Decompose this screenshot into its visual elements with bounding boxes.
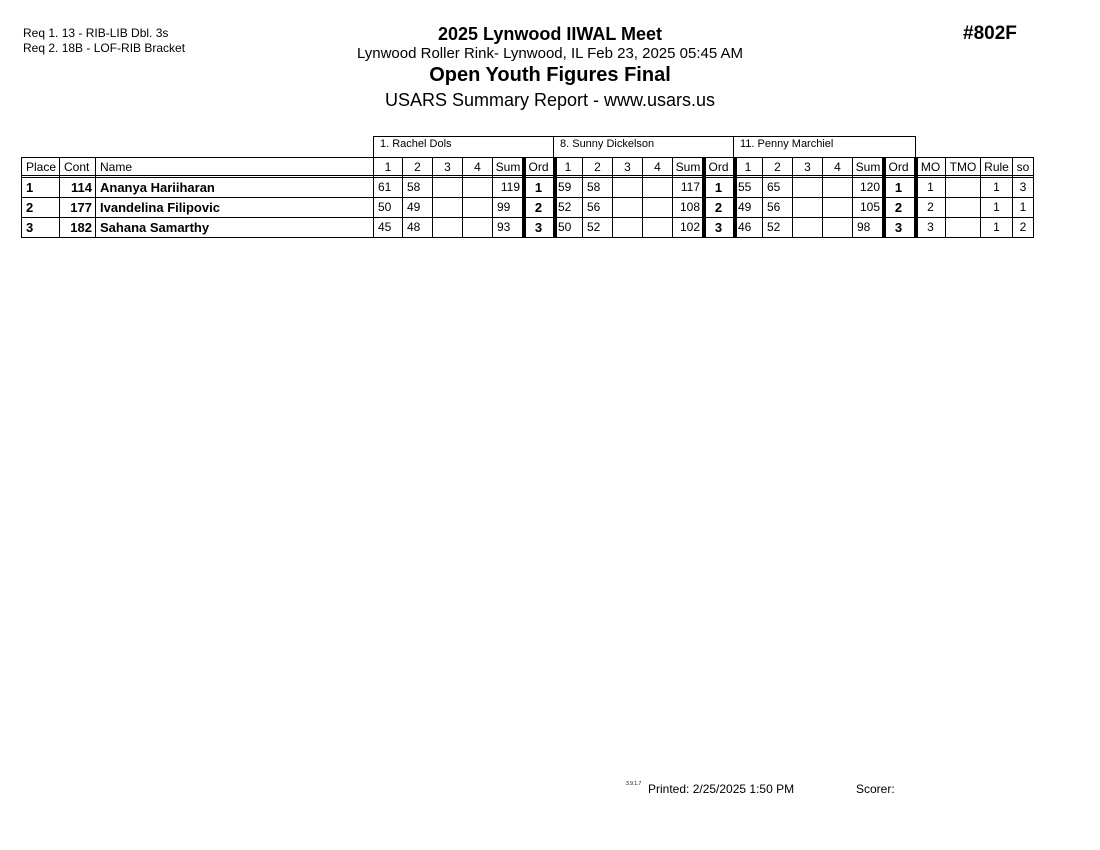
column-header-judge2-1: 1 xyxy=(564,160,572,174)
judge1-2-score: 49 xyxy=(407,200,421,214)
requirement-1: Req 1. 13 - RIB-LIB Dbl. 3s xyxy=(23,26,169,40)
mo-cell: 3 xyxy=(927,220,934,234)
place-cell: 2 xyxy=(26,200,34,215)
table-divider xyxy=(762,157,763,238)
skater-name: Ananya Hariiharan xyxy=(100,180,215,195)
judge2-3-score xyxy=(613,178,642,197)
judge2-1-score: 59 xyxy=(558,180,572,194)
scorer-label: Scorer: xyxy=(856,782,895,796)
judge3-sum-score: 105 xyxy=(859,200,880,214)
judge3-ord-score: 2 xyxy=(894,200,903,215)
judge3-1-score: 55 xyxy=(738,180,752,194)
judge2-2-score: 56 xyxy=(587,200,601,214)
judge2-3-score xyxy=(613,198,642,217)
skater-name: Sahana Samarthy xyxy=(100,220,210,235)
judge1-3-score xyxy=(433,178,462,197)
rule-cell: 1 xyxy=(993,180,1000,194)
table-divider xyxy=(553,157,557,238)
judge-header-1: 1. Rachel Dols xyxy=(373,136,554,157)
column-header-judge1-1: 1 xyxy=(384,160,392,174)
column-header-judge2-2: 2 xyxy=(594,160,601,174)
judge3-ord-score: 1 xyxy=(894,180,903,195)
judge1-4-score xyxy=(463,218,492,237)
column-header-judge2-sum: Sum xyxy=(675,160,701,174)
rule-cell: 1 xyxy=(993,220,1000,234)
mo-cell: 1 xyxy=(927,180,934,194)
judge3-2-score: 56 xyxy=(767,200,781,214)
judge3-4-score xyxy=(823,218,852,237)
judge1-ord-score: 3 xyxy=(534,220,543,235)
column-header-judge3-4: 4 xyxy=(834,160,841,174)
cont-cell: 182 xyxy=(70,220,92,235)
judge2-sum-score: 117 xyxy=(680,180,700,194)
cont-cell: 114 xyxy=(71,180,92,195)
table-divider xyxy=(373,157,374,238)
judge3-1-score: 49 xyxy=(738,200,752,214)
tmo-cell xyxy=(946,198,980,217)
table-divider xyxy=(945,157,946,238)
judge3-ord-score: 3 xyxy=(894,220,903,235)
judge3-4-score xyxy=(823,198,852,217)
judge2-2-score: 52 xyxy=(587,220,601,234)
judge1-1-score: 45 xyxy=(378,220,392,234)
so-cell: 2 xyxy=(1019,220,1027,234)
judge2-2-score: 58 xyxy=(587,180,601,194)
judge2-4-score xyxy=(643,178,672,197)
judge3-2-score: 65 xyxy=(767,180,781,194)
column-header-rule: Rule xyxy=(984,160,1009,174)
column-header-judge3-1: 1 xyxy=(744,160,752,174)
judge1-ord-score: 2 xyxy=(534,200,543,215)
table-divider xyxy=(21,157,22,238)
table-divider xyxy=(822,157,823,238)
judge2-1-score: 52 xyxy=(558,200,572,214)
table-divider xyxy=(522,157,526,238)
judge3-4-score xyxy=(823,178,852,197)
judge2-ord-score: 1 xyxy=(714,180,723,195)
column-header-judge2-3: 3 xyxy=(624,160,631,174)
judge3-sum-score: 120 xyxy=(859,180,880,194)
version-label: 3.9.1.7 xyxy=(626,781,642,787)
column-header-judge2-ord: Ord xyxy=(708,160,729,174)
column-header-judge1-2: 2 xyxy=(414,160,421,174)
table-divider xyxy=(1033,157,1034,238)
table-divider xyxy=(882,157,886,238)
judge2-4-score xyxy=(643,218,672,237)
column-header-judge3-2: 2 xyxy=(774,160,781,174)
column-header-judge1-4: 4 xyxy=(474,160,481,174)
judge2-ord-score: 2 xyxy=(714,200,723,215)
so-cell: 3 xyxy=(1019,180,1027,194)
column-header-judge3-sum: Sum xyxy=(855,160,881,174)
judge2-sum-score: 108 xyxy=(679,200,700,214)
column-header-judge2-4: 4 xyxy=(654,160,661,174)
table-divider xyxy=(792,157,793,238)
judge-header-2: 8. Sunny Dickelson xyxy=(553,136,734,157)
judge2-ord-score: 3 xyxy=(714,220,723,235)
column-header-place: Place xyxy=(26,160,57,174)
column-header-judge1-sum: Sum xyxy=(495,160,521,174)
event-code: #802F xyxy=(963,23,1017,44)
column-header-name: Name xyxy=(100,160,133,174)
table-divider xyxy=(492,157,493,238)
judge3-3-score xyxy=(793,198,822,217)
judge3-1-score: 46 xyxy=(738,220,752,234)
judge1-sum-score: 119 xyxy=(500,180,520,194)
judge1-sum-score: 99 xyxy=(497,200,511,214)
judge1-sum-score: 93 xyxy=(497,220,511,234)
column-header-judge3-3: 3 xyxy=(804,160,811,174)
judge-header-3: 11. Penny Marchiel xyxy=(733,136,916,157)
event-title: Open Youth Figures Final xyxy=(429,64,671,86)
column-header-so: so xyxy=(1016,160,1030,174)
report-title: USARS Summary Report - www.usars.us xyxy=(384,90,716,110)
judge1-ord-score: 1 xyxy=(534,180,543,195)
skater-name: Ivandelina Filipovic xyxy=(100,200,220,215)
table-divider xyxy=(642,157,643,238)
table-divider xyxy=(402,157,403,238)
table-divider xyxy=(612,157,613,238)
column-header-cont: Cont xyxy=(64,160,90,174)
location-date: Lynwood Roller Rink- Lynwood, IL Feb 23, 2025 05:45 AM xyxy=(356,45,744,62)
mo-cell: 2 xyxy=(927,200,934,214)
requirement-2: Req 2. 18B - LOF-RIB Bracket xyxy=(23,41,186,55)
table-divider xyxy=(59,157,60,238)
table-divider xyxy=(980,157,981,238)
rule-cell: 1 xyxy=(993,200,1000,214)
judge3-sum-score: 98 xyxy=(857,220,871,234)
table-divider xyxy=(852,157,853,238)
judge1-3-score xyxy=(433,198,462,217)
table-divider xyxy=(582,157,583,238)
tmo-cell xyxy=(946,218,980,237)
cont-cell: 177 xyxy=(70,200,92,215)
table-divider xyxy=(95,157,96,238)
judge1-4-score xyxy=(463,198,492,217)
printed-timestamp: Printed: 2/25/2025 1:50 PM xyxy=(648,782,795,796)
column-header-tmo: TMO xyxy=(949,160,977,174)
meet-title: 2025 Lynwood IIWAL Meet xyxy=(437,24,663,44)
table-divider xyxy=(672,157,673,238)
judge1-2-score: 58 xyxy=(407,180,421,194)
column-header-judge1-ord: Ord xyxy=(528,160,549,174)
column-header-judge1-3: 3 xyxy=(444,160,451,174)
table-divider xyxy=(432,157,433,238)
judge2-1-score: 50 xyxy=(558,220,572,234)
judge2-sum-score: 102 xyxy=(679,220,700,234)
tmo-cell xyxy=(946,178,980,197)
judge3-3-score xyxy=(793,178,822,197)
place-cell: 3 xyxy=(26,220,34,235)
judge2-3-score xyxy=(613,218,642,237)
judge1-2-score: 48 xyxy=(407,220,421,234)
table-divider xyxy=(914,157,918,238)
so-cell: 1 xyxy=(1019,200,1027,214)
place-cell: 1 xyxy=(26,180,34,195)
judge1-4-score xyxy=(463,178,492,197)
table-divider xyxy=(733,157,737,238)
column-header-mo: MO xyxy=(920,160,941,174)
table-divider xyxy=(702,157,706,238)
judge1-3-score xyxy=(433,218,462,237)
judge3-3-score xyxy=(793,218,822,237)
table-divider xyxy=(462,157,463,238)
column-header-judge3-ord: Ord xyxy=(888,160,909,174)
judge1-1-score: 50 xyxy=(378,200,392,214)
judge3-2-score: 52 xyxy=(767,220,781,234)
judge2-4-score xyxy=(643,198,672,217)
table-divider xyxy=(1012,157,1013,238)
judge1-1-score: 61 xyxy=(378,180,392,194)
